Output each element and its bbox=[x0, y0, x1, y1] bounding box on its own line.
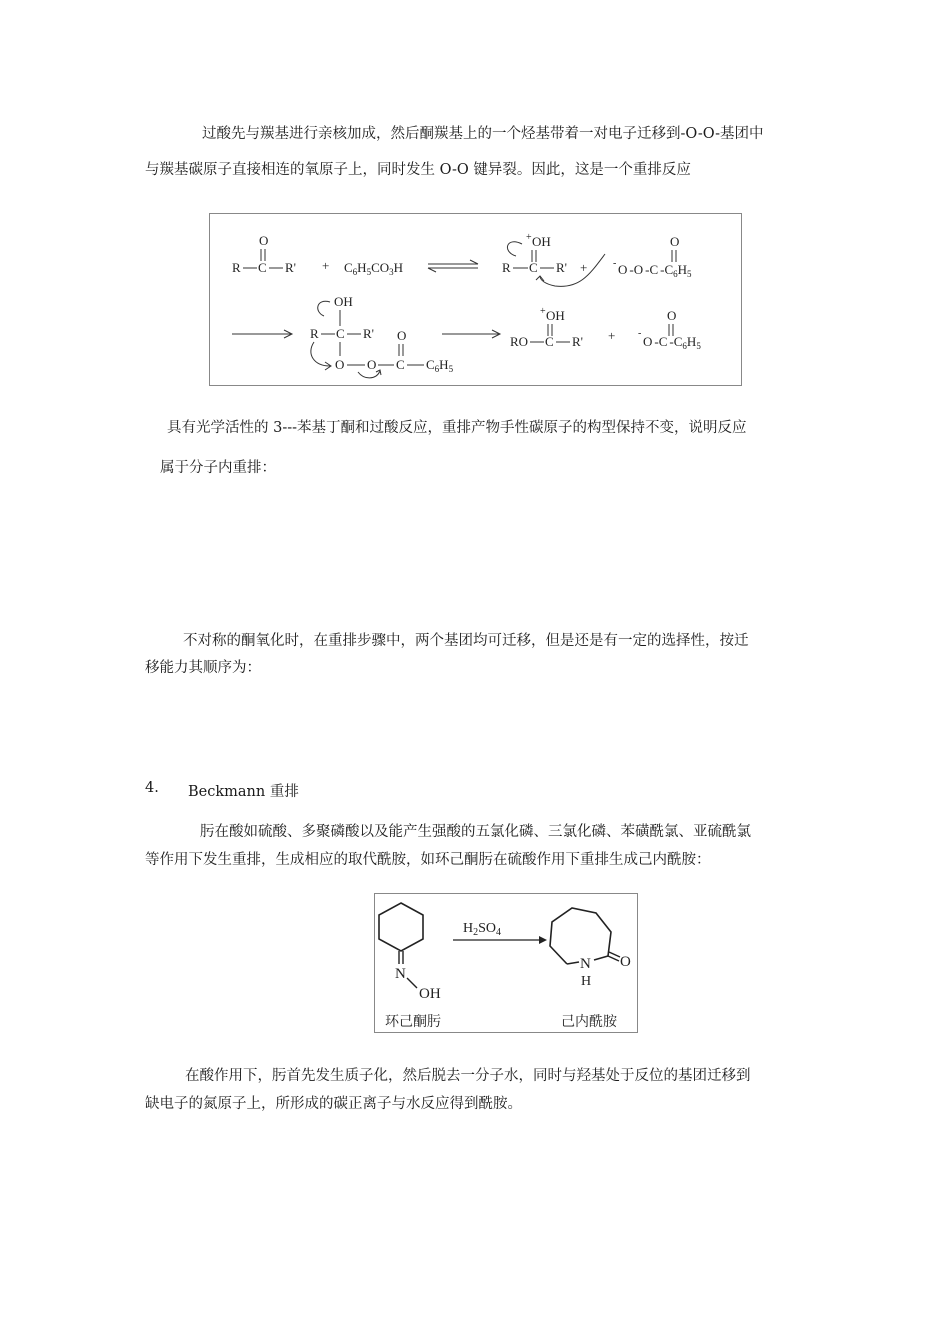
paragraph-4-line-1: 肟在酸如硫酸、多聚磷酸以及能产生强酸的五氯化磷、三氯化磷、苯磺酰氯、亚硫酰氯 bbox=[200, 824, 751, 840]
intermediate-carbonyl-o: O bbox=[397, 328, 407, 343]
intermediate-o1: O bbox=[335, 357, 345, 372]
ester-ro: RO bbox=[510, 334, 529, 349]
baeyer-villiger-scheme-drawing bbox=[210, 214, 741, 385]
protonated-oh: OH bbox=[532, 234, 551, 249]
paragraph-4-line-2: 等作用下发生重排，生成相应的取代酰胺，如环己酮肟在硫酸作用下重排生成己内酰胺： bbox=[145, 852, 711, 868]
paragraph-3-line-1: 不对称的酮氧化时，在重排步骤中，两个基团均可迁移，但是还是有一定的选择性，按迁 bbox=[183, 633, 749, 649]
intermediate-c2: C bbox=[396, 357, 405, 372]
label-caprolactam: 己内酰胺 bbox=[561, 1015, 617, 1030]
protonated-c: C bbox=[529, 260, 538, 275]
lactam-n: N bbox=[580, 956, 591, 972]
ketone-r: R bbox=[232, 260, 241, 275]
protonated-rprime: R' bbox=[556, 260, 568, 275]
intermediate-oh: OH bbox=[334, 294, 353, 309]
cyclohexane-ring bbox=[379, 903, 423, 951]
peroxy-anion: O -O -C $-C_6H_5$ bbox=[618, 262, 692, 279]
paragraph-3-line-2: 移能力其顺序为： bbox=[145, 660, 261, 676]
lactam-o: O bbox=[620, 954, 631, 970]
paragraph-1-line-2: 与羰基碳原子直接相连的氧原子上，同时发生 O-O 键异裂。因此，这是一个重排反应 bbox=[145, 162, 691, 178]
lactam-h: H bbox=[581, 974, 592, 989]
ester-oh-charge: + bbox=[540, 306, 546, 317]
paragraph-2-line-1: 具有光学活性的 3---苯基丁酮和过酸反应，重排产物手性碳原子的构型保持不变，说明反应 bbox=[167, 420, 747, 436]
oxime-oh: OH bbox=[419, 986, 441, 1002]
benzoate-anion: O -C $-C_6H_5$ bbox=[643, 334, 701, 351]
ketone-c: C bbox=[258, 260, 267, 275]
protonated-oh-charge: + bbox=[526, 232, 532, 243]
intermediate-c6h5: $C_6H_5$ bbox=[426, 357, 454, 374]
ketone-rprime: R' bbox=[285, 260, 297, 275]
reagent-h2so4: $H_2SO_4$ bbox=[463, 921, 502, 938]
peroxy-carbonyl-o: O bbox=[670, 234, 680, 249]
oxime-n: N bbox=[395, 966, 406, 982]
intermediate-o2: O bbox=[367, 357, 377, 372]
section-title: Beckmann 重排 bbox=[188, 784, 299, 800]
ester-c: C bbox=[545, 334, 554, 349]
plus-sign-3: + bbox=[608, 328, 616, 343]
paragraph-2-line-2: 属于分子内重排： bbox=[160, 460, 276, 476]
reaction-scheme-baeyer-villiger bbox=[209, 213, 742, 386]
intermediate-c: C bbox=[336, 326, 345, 341]
perbenzoic-acid: $C_6H_5CO_3H$ bbox=[344, 260, 404, 277]
ketone-carbonyl-o: O bbox=[259, 233, 269, 248]
benzoate-minus: - bbox=[638, 328, 642, 339]
label-cyclohexanone-oxime: 环己酮肟 bbox=[385, 1015, 441, 1030]
benzoate-carbonyl-o: O bbox=[667, 308, 677, 323]
paragraph-1-line-1: 过酸先与羰基进行亲核加成，然后酮羰基上的一个烃基带着一对电子迁移到-O-O-基团中 bbox=[202, 126, 764, 142]
intermediate-rprime: R' bbox=[363, 326, 375, 341]
plus-sign-2: + bbox=[580, 260, 588, 275]
beckmann-scheme-drawing bbox=[375, 894, 637, 1032]
ester-oh: OH bbox=[546, 308, 565, 323]
peroxy-anion-minus: - bbox=[613, 258, 617, 269]
ester-rprime: R' bbox=[572, 334, 584, 349]
paragraph-5-line-1: 在酸作用下，肟首先发生质子化，然后脱去一分子水，同时与羟基处于反位的基团迁移到 bbox=[185, 1068, 751, 1084]
protonated-r: R bbox=[502, 260, 511, 275]
section-number: 4. bbox=[145, 780, 159, 796]
plus-sign: + bbox=[322, 258, 330, 273]
intermediate-r: R bbox=[310, 326, 319, 341]
reaction-scheme-beckmann bbox=[374, 893, 638, 1033]
paragraph-5-line-2: 缺电子的氮原子上，所形成的碳正离子与水反应得到酰胺。 bbox=[145, 1096, 522, 1112]
